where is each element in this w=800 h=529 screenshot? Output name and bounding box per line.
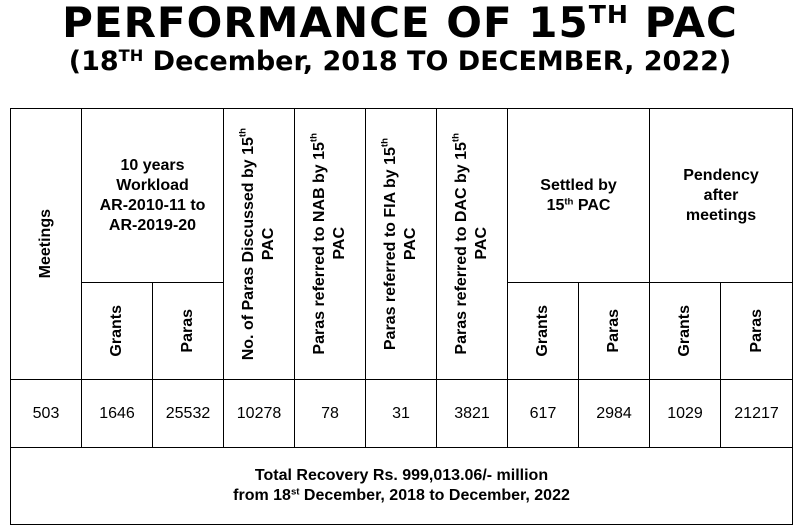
header-referred-fia: Paras referred to FIA by 15th PAC xyxy=(366,109,437,380)
subheader-pendency-grants: Grants xyxy=(650,283,721,380)
value-meetings: 503 xyxy=(11,380,82,448)
value-referred-fia: 31 xyxy=(366,380,437,448)
header-referred-dac: Paras referred to DAC by 15th PAC xyxy=(437,109,508,380)
header-paras-discussed: No. of Paras Discussed by 15th PAC xyxy=(224,109,295,380)
value-pendency-grants: 1029 xyxy=(650,380,721,448)
value-paras-discussed: 10278 xyxy=(224,380,295,448)
value-pendency-paras: 21217 xyxy=(721,380,793,448)
header-pendency: Pendency after meetings xyxy=(650,109,793,283)
subheader-workload-paras: Paras xyxy=(153,283,224,380)
value-settled-grants: 617 xyxy=(508,380,579,448)
header-workload: 10 years Workload AR-2010-11 to AR-2019-20 xyxy=(82,109,224,283)
value-workload-paras: 25532 xyxy=(153,380,224,448)
subheader-settled-grants: Grants xyxy=(508,283,579,380)
subheader-workload-grants: Grants xyxy=(82,283,153,380)
value-settled-paras: 2984 xyxy=(579,380,650,448)
header-meetings: Meetings xyxy=(11,109,82,380)
performance-table xyxy=(10,108,793,525)
page-title: PERFORMANCE OF 15TH PAC xyxy=(62,0,738,47)
header-referred-nab: Paras referred to NAB by 15th PAC xyxy=(295,109,366,380)
header-settled: Settled by 15th PAC xyxy=(508,109,650,283)
value-workload-grants: 1646 xyxy=(82,380,153,448)
table-row xyxy=(11,380,793,448)
subheader-settled-paras: Paras xyxy=(579,283,650,380)
page-subtitle: (18TH December, 2018 TO DECEMBER, 2022) xyxy=(68,46,732,77)
value-referred-nab: 78 xyxy=(295,380,366,448)
subheader-pendency-paras: Paras xyxy=(721,283,793,380)
total-recovery: Total Recovery Rs. 999,013.06/- million from 18st December, 2018 to December, 2022 xyxy=(11,448,793,525)
value-referred-dac: 3821 xyxy=(437,380,508,448)
